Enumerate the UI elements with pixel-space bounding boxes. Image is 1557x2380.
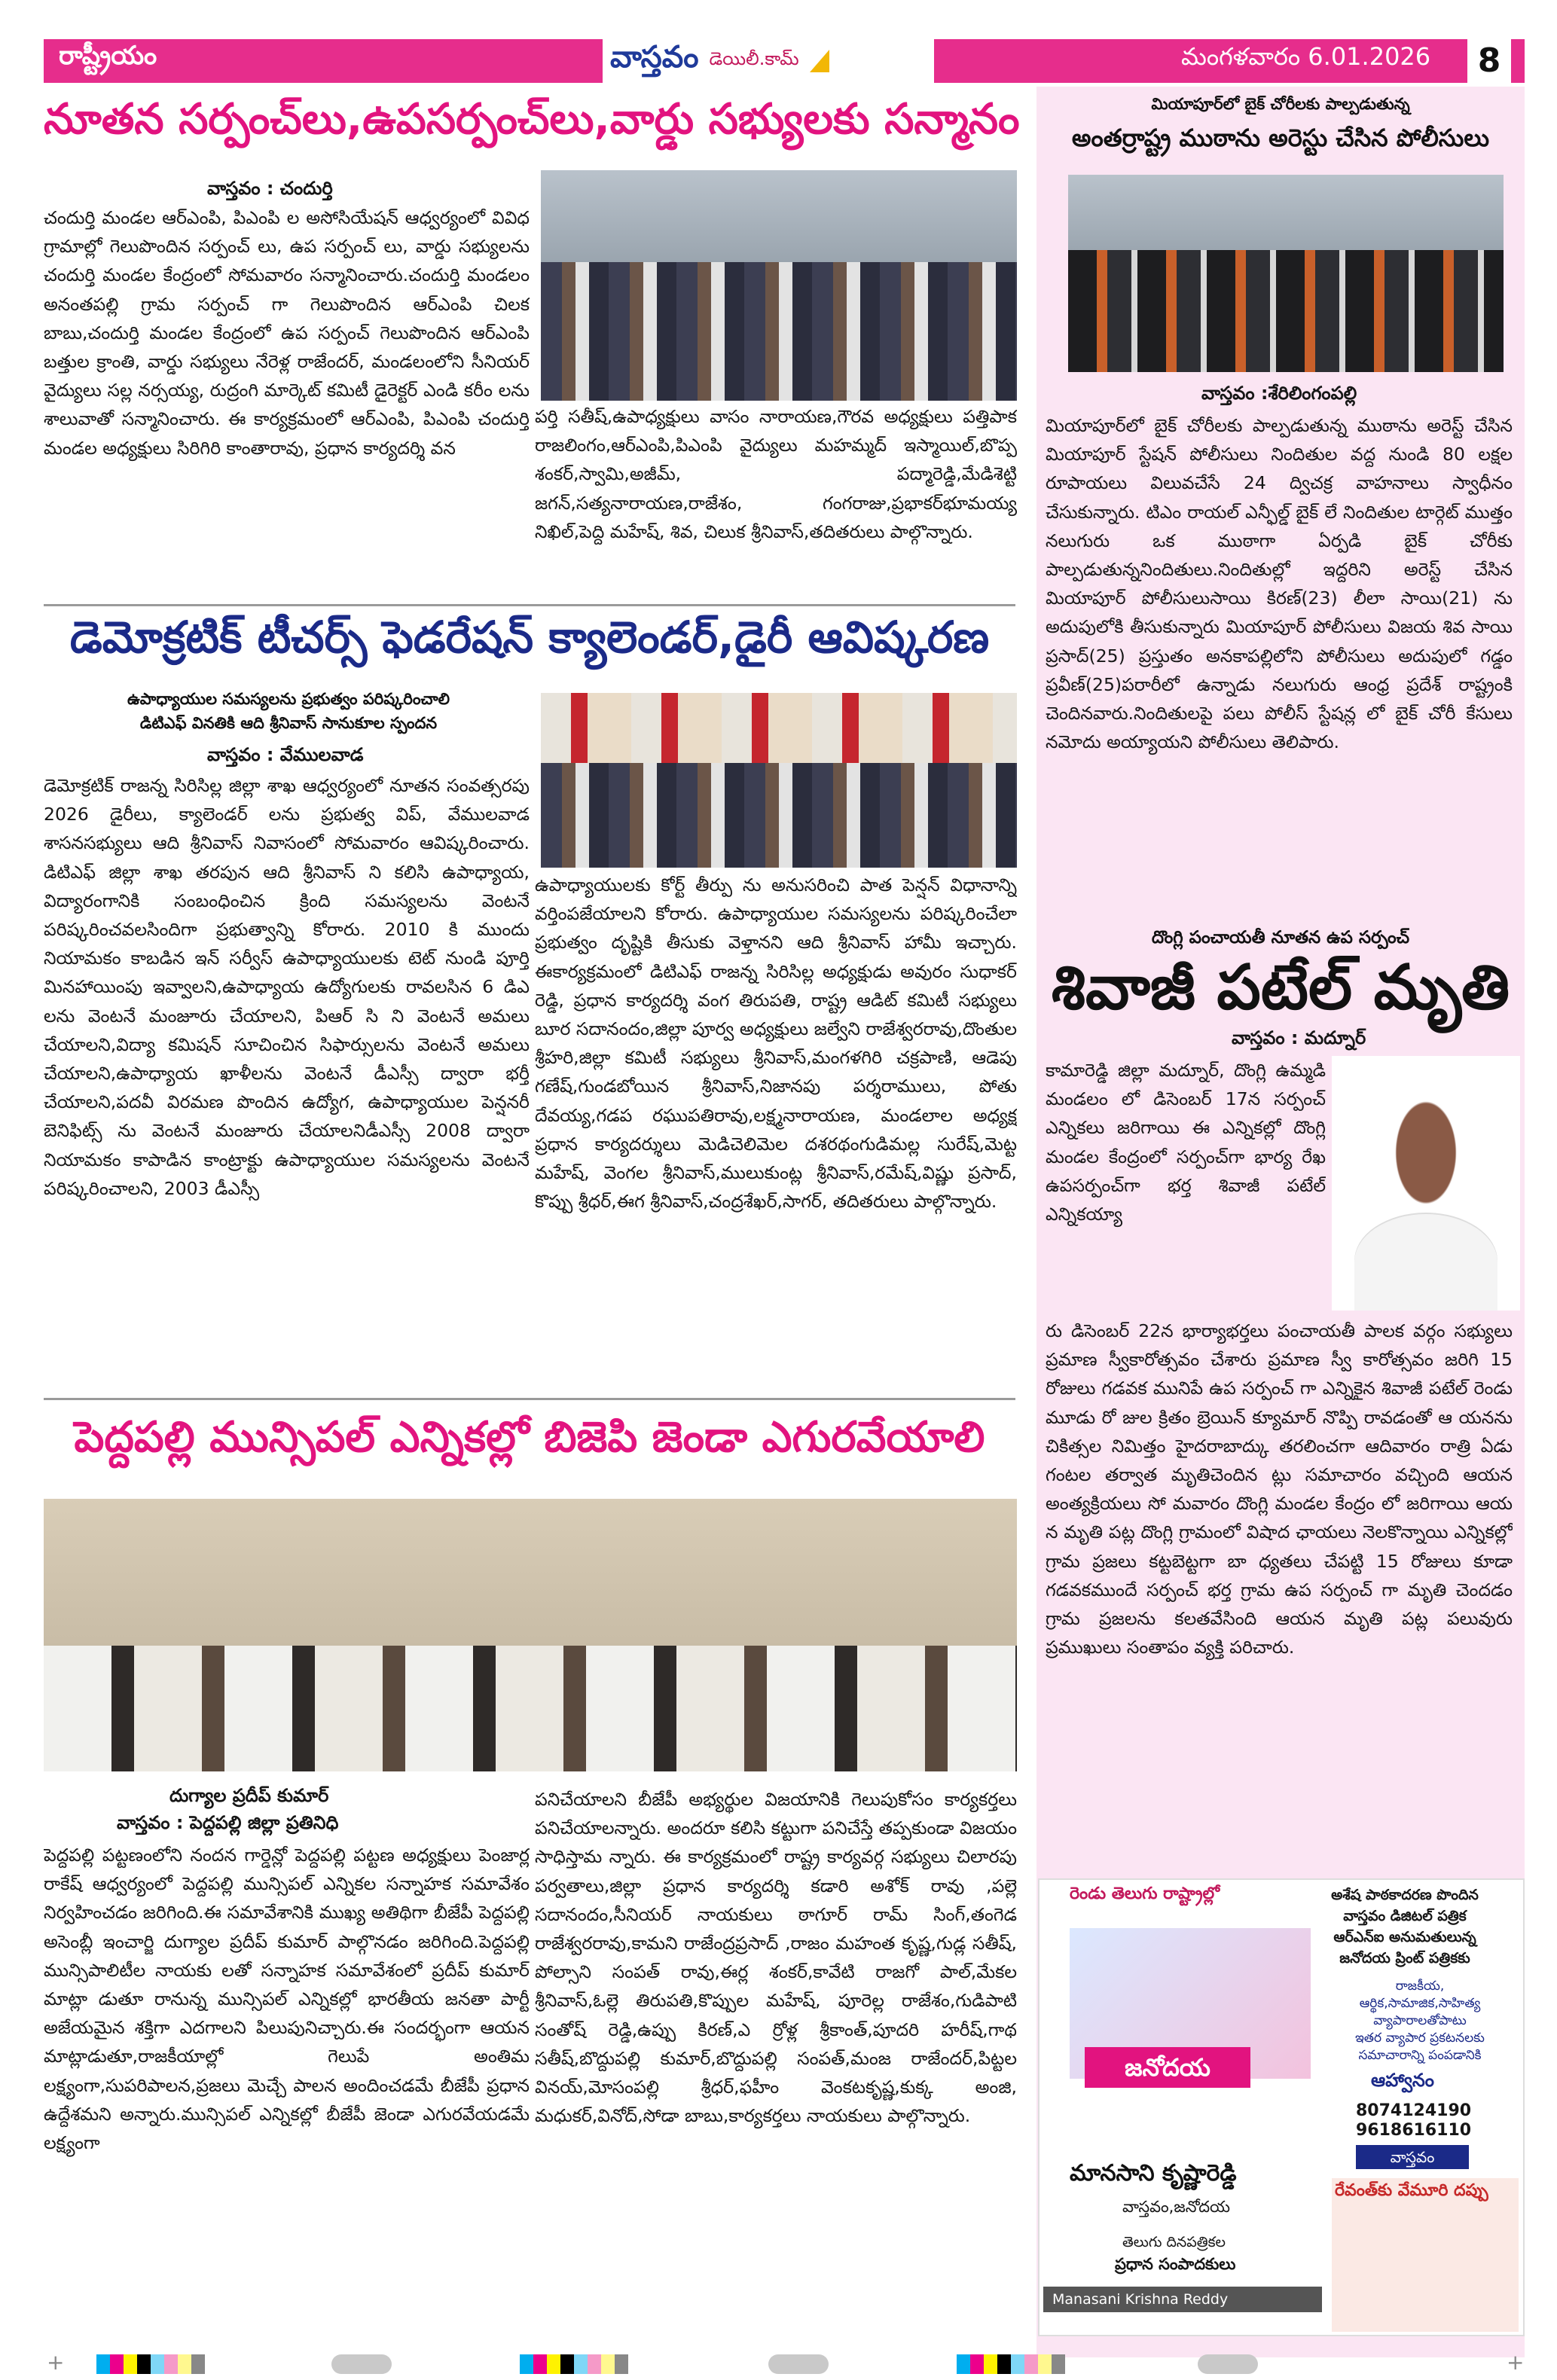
side2-headline: శివాజీ పటేల్ మృతి [1051, 952, 1510, 1024]
ad-promo-title: రేవంత్‌కు వేమూరి దప్పు [1335, 2181, 1488, 2200]
article2-col2: ఉపాధ్యాయులకు కోర్ట్ తీర్పు ను అనుసరించి పాత పెన్షన్ విధానాన్ని వర్తింపజేయాలని కోరారు. ఉపాధ్యాయుల సమస్యలను పరిష్కరించేలా ప్రభుత్వం దృష్టికి తీసుకు వెళ్తానని ఆది శ్రీనివాస్ హామీ ఇచ్చారు. ఈకార్యక్రమంలో డిటిఎఫ్ రాజన్న సిరిసిల్ల అధ్యక్షుడు అవురం సుధాకర్ రెడ్డి, ప్రధాన కార్యదర్శి వంగ తిరుపతి, రాష్ట్ర ఆడిట్ కమిటీ సభ్యులు బూర సదానందం,జిల్లా పూర్వ అధ్యక్షులు జల్వేని రాజేశ్వరరావు,దొంతుల శ్రీహరి,జిల్లా కమిటీ సభ్యులు శ్రీనివాస్,మంగళగిరి చక్రపాణి, ఆడెపు గణేష్,గుండబోయిన శ్రీనివాస్,నిజానపు పర్శరాములు, పోతు దేవయ్య,గడప రఘుపతిరావు,లక్ష్మనారాయణ, మండలాల అధ్యక్ష ప్రధాన కార్యదర్శులు మెడిచెలిమెల దశరథంగుడిమల్ల సురేష్,మెట్ట మహేష్, వెంగల శ్రీనివాస్,ములుకుంట్ల శ్రీనివాస్,రమేష్,విష్ణు ప్రసాద్, కొప్పు శ్రీధర్,ఈగ శ్రీనివాస్,చంద్రశేఖర్,సాగర్, తదితరులు పాల్గొన్నారు. [535, 874, 1017, 1213]
issue-date: మంగళవారం 6.01.2026 [1181, 42, 1431, 71]
divider [44, 1398, 1015, 1400]
side1-body: మియాపూర్‌లో బైక్ చోరీలకు పాల్పడుతున్న ముఠాను అరెస్ట్ చేసిన మియాపూర్ స్టేషన్ పోలీసులు నిందితుల వద్ద నుండి 80 లక్షల రూపాయలు విలువచేసే 24 ద్విచక్ర వాహనాలు స్వాధీనం చేసుకున్నారు. టిఎం రాయల్ ఎన్ఫీల్డ్ బైక్ లే నిందితుల టార్గెట్ ముత్తం నలుగురు ఒక ముఠాగా ఏర్పడి బైక్ చోరీకు పాల్పడుతున్ననిందితులు.నిందితుల్లో ఇద్దరిని అరెస్ట్ చేసిన మియాపూర్ పోలీసులుసాయి కిరణ్(23) లీలా సాయి(21) ను అదుపులోకి తీసుకున్నారు మియాపూర్ పోలీసులు విజయ శివ సాయి ప్రసాద్(25) ప్రస్తుతం అనకాపల్లిలోని పోలీసులు అదుపులో గడ్డం ప్రవీణ్(25)పరారీలో ఉన్నాడు నలుగురు ఆంధ్ర ప్రదేశ్ రాష్ట్రంకి చెందినవారు.నిందితులపై పలు పోలీస్ స్టేషన్ల లో బైక్ చోరీ కేసులు నమోదు అయ్యాయని పోలీసులు తెలిపారు. [1046, 415, 1513, 753]
article3-col2: పనిచేయాలని బీజేపీ అభ్యర్థుల విజయానికి గెలుపుకోసం కార్యకర్తలు పనిచేయాలన్నారు. అందరూ కలిసి కట్టుగా పనిచేస్తే తప్పకుండా విజయం సాధిస్తామ న్నారు. ఈ కార్యక్రమంలో రాష్ట్ర కార్యవర్గ సభ్యులు చిలారపు పర్వతాలు,జిల్లా ప్రధాన కార్యదర్శి కడారి అశోక్ రావు ,పల్లె సదానందం,సీనియర్ నాయకులు ఠాగూర్ రామ్ సింగ్,తంగెడ రాజేశ్వరరావు,కామని రాజేంద్రప్రసాద్ ,రాజం మహంత కృష్ణ,గుడ్ల సతీష్, పోల్సాని సంపత్ రావు,ఈర్ల శంకర్,కావేటి రాజగో పాల్,మేకల శ్రీనివాస్,ఓల్లె తిరుపతి,కొప్పుల మహేష్, పూరెల్ల రాజేశం,గుడిపాటి సంతోష్ రెడ్డి,ఉప్పు కిరణ్,ఎ ర్రోళ్ల శ్రీకాంత్,పూదరి హరీష్,గాథ సతీష్,బొద్దుపల్లి కుమార్,బొద్దుపల్లి సంపత్,మంజ రాజేందర్,పిట్టల వినయ్,మోసంపల్లి శ్రీధర్,ఫహీం వెంకటకృష్ణ,కుక్క అంజి, మధుకర్,వినోద్,సోడా బాబు,కార్యకర్తలు నాయకులు పాల్గొన్నారు. [535, 1789, 1017, 2127]
side2-kicker: దొంగ్లి పంచాయతీ నూతన ఉప సర్పంచ్ [1151, 928, 1410, 947]
article3-kicker: దుగ్యాల ప్రదీప్ కుమార్ [169, 1785, 329, 1806]
masthead-subtitle: డెయిలీ.కామ్ [709, 48, 799, 69]
registration-oval [768, 2354, 829, 2374]
article1-col1: చందుర్తి మండల ఆర్ఎంపి, పిఎంపి ల అసోసియేషన్ ఆధ్వర్యంలో వివిధ గ్రామాల్లో గెలుపొందిన సర్పంచ్ లు, ఉప సర్పంచ్ లు, వార్డు సభ్యులను చందుర్తి మండల కేంద్రంలో సోమవారం సన్మానించారు.చందుర్తి మండలం అనంతపల్లి గ్రామ సర్పంచ్ గా గెలుపొందిన ఆర్ఎంపి చిలక బాబు,చందుర్తి మండల కేంద్రంలో ఉప సర్పంచ్ గెలుపొందిన ఆర్ఎంపి బత్తుల క్రాంతి, వార్డు సభ్యులు నేరెళ్ల రాజేందర్, మండలంలోని సీనియర్ వైద్యులు సల్ల నర్సయ్య, రుద్రంగి మార్కెట్ కమిటీ డైరెక్టర్ ఎండి కరీం లను శాలువాతో సన్మానించారు. ఈ కార్యక్రమంలో ఆర్ఎంపి, పిఎంపి చందుర్తి మండల అధ్యక్షులు సిరిగిరి కాంతారావు, ప్రధాన కార్యదర్శి వన [44, 207, 530, 459]
article1-headline: నూతన సర్పంచ్‌లు,ఉపసర్పంచ్‌లు,వార్డు సభ్యులకు సన్మానం [44, 95, 1020, 144]
ad-contact-label: ఆహ్వానం [1371, 2070, 1434, 2091]
page-number: 8 [1467, 39, 1511, 83]
article3-dateline: వాస్తవం : పెద్దపల్లి జిల్లా ప్రతినిధి [117, 1812, 339, 1833]
registration-mark-icon: + [1507, 2350, 1525, 2375]
side2-body: రు డిసెంబర్ 22న భార్యాభర్తలు పంచాయతీ పాలక వర్గం సభ్యులు ప్రమాణ స్వీకారోత్సవం చేశారు ప్రమాణ స్వీ కారోత్సవం జరిగి 15 రోజులు గడవక మునిపే ఉప సర్పంచ్ గా ఎన్నికైన శివాజీ పటేల్ రెండు మూడు రో జుల క్రితం బ్రెయిన్ క్యూమార్ నొప్పి రావడంతో ఆ యనను చికిత్సల నిమిత్తం హైదరాబాద్కు తరలించగా ఆదివారం రాత్రి ఏడు గంటల తర్వాత మృతిచెందిన ట్లు సమాచారం వచ్చింది ఆయన అంత్యక్రియలు సో మవారం దొంగ్లి మండల కేంద్రం లో జరిగాయి ఆయ న మృతి పట్ల దొంగ్లి గ్రామంలో విషాద ఛాయలు నెలకొన్నాయి ఎన్నికల్లో గ్రామ ప్రజలు కట్టబెట్టగా బా ధ్యతలు చేపట్టి 15 రోజులు కూడా గడవకముందే సర్పంచ్ భర్త గ్రామ ఉప సర్పంచ్ గా మృతి చెందడం గ్రామ ప్రజలను కలతవేసింది ఆయన మృతి పట్ల పలువురు ప్రముఖులు సంతాపం వ్యక్తి పరిచారు. [1046, 1320, 1513, 1658]
registration-oval [331, 2354, 392, 2374]
ad-lines: అశేష పాఠకాదరణ పొందిన వాస్తవం డిజిటల్ పత్రిక ఆర్ఎన్ఐ అనుమతులున్న జనోదయ ప్రింట్ పత్రికకు [1331, 1887, 1479, 1967]
ad-editor-name: మానసాని కృష్ణారెడ్డి [1070, 2160, 1237, 2186]
article1-dateline: వాస్తవం : చందుర్తి [207, 178, 333, 199]
side1-headline: అంతర్రాష్ట్ర ముఠాను అరెస్టు చేసిన పోలీసులు [1071, 124, 1490, 152]
registration-mark-icon: + [47, 2350, 65, 2375]
article2-kicker2: డిటిఎఫ్ వినతికి ఆది శ్రీనివాస్ సానుకూల స్పందన [139, 714, 438, 732]
ad-phone-1[interactable]: 8074124190 [1356, 2101, 1472, 2120]
ad-tag: రెండు తెలుగు రాష్ట్రాల్లో [1070, 1884, 1220, 1903]
side1-kicker: మియాపూర్‌లో బైక్ చోరీలకు పాల్పడుతున్న [1151, 95, 1410, 113]
ad-editor-role: వాస్తవం,జనోదయ [1122, 2198, 1231, 2216]
side2-dateline: వాస్తవం : మద్నూర్ [1232, 1027, 1366, 1048]
ad-editor-desc1: తెలుగు దినపత్రికల [1122, 2234, 1226, 2250]
color-bar [957, 2354, 1065, 2374]
article2-photo [541, 693, 1017, 868]
side2-portrait [1332, 1056, 1520, 1311]
article3-headline: పెద్దపల్లి మున్సిపల్ ఎన్నికల్లో బిజెపి జెండా ఎగురవేయాలి [74, 1413, 985, 1462]
masthead-title: వాస్తవం [610, 40, 699, 75]
article2-dateline: వాస్తవం : వేములవాడ [207, 744, 364, 765]
ad-brand: వాస్తవం [1356, 2145, 1469, 2169]
article1-col2: పర్తి సతీష్,ఉపాధ్యక్షులు వాసం నారాయణ,గౌరవ అధ్యక్షులు పత్తిపాక రాజలింగం,ఆర్ఎంపి,పిఎంపి వైద్యులు మహమ్మద్ ఇస్మాయిల్,బొప్ప శంకర్,స్వామి,అజీమ్, పద్మారెడ్డి,మేడిశెట్టి జగన్,సత్యనారాయణ,రాజేశం, గంగరాజు,ప్రభాకర్‌భూమయ్య నిఖిల్,పెద్ది మహేష్, శివ, చిలుక శ్రీనివాస్,తదితరులు పాల్గొన్నారు. [535, 406, 1017, 542]
ad-editor-en: Manasani Krishna Reddy [1043, 2287, 1322, 2312]
side1-photo [1068, 175, 1504, 372]
color-bar [96, 2354, 205, 2374]
section-label: రాష్ట్రీయం [59, 41, 157, 71]
side2-body-wrap: కామారెడ్డి జిల్లా మద్నూర్, దొంగ్లి ఉమ్మడి మండలం లో డిసెంబర్ 17న సర్పంచ్ ఎన్నికలు జరిగాయి ఈ ఎన్నికల్లో దొంగ్లి మండల కేంద్రంలో సర్పంచ్‌గా భార్య రేఖ ఉపసర్పంచ్‌గా భర్త శివాజీ పటేల్ ఎన్నికయ్యా [1046, 1060, 1326, 1225]
side1-dateline: వాస్తవం :శేరిలింగంపల్లి [1201, 383, 1357, 404]
masthead[interactable] [603, 39, 934, 83]
divider [44, 604, 1015, 606]
ad-topics: రాజకీయ, ఆర్థిక,సామాజిక,సాహిత్య వ్యాపారాలతోపాటు ఇతర వ్యాపార ప్రకటనలకు సమాచారాన్ని పంపడానికి [1355, 1979, 1485, 2063]
article1-photo [541, 170, 1017, 401]
article3-photo [44, 1499, 1017, 1771]
article2-col1: డెమోక్రటిక్ రాజన్న సిరిసిల్ల జిల్లా శాఖ ఆధ్వర్యంలో నూతన సంవత్సరపు 2026 డైరీలు, క్యాలెండర్ లను ప్రభుత్వ విప్, వేములవాడ శాసనసభ్యులు ఆది శ్రీనివాస్ నివాసంలో సోమవారం ఆవిష్కరించారు. డిటిఎఫ్ జిల్లా శాఖ తరపున ఆది శ్రీనివాస్ ని కలిసి ఉపాధ్యాయ, విద్యారంగానికి సంబంధించిన క్రింది సమస్యలను వెంటనే పరిష్కరించవలసిందిగా ప్రభుత్వాన్ని కోరారు. 2010 కి ముందు నియామకం కాబడిన ఇన్ సర్వీస్ ఉపాధ్యాయులకు టెట్ నుండి పూర్తి మినహాయింపు ఇవ్వాలని,ఉపాధ్యాయ ఉద్యోగులకు రావలసిన 6 డిఎ లను వెంటనే మంజూరు చేయాలని, పిఆర్ సి ని వెంటనే అమలు చేయాలని,విద్యా కమిషన్ సూచించిన సిఫార్సులను వెంటనే అమలు చేయాలని,ఉపాధ్యాయ ఖాళీలను వెంటనే డీఎస్సీ ద్వారా భర్తీ చేయాలని,పదవీ విరమణ పొందిన ఉద్యోగ, ఉపాధ్యాయుల పెన్షనరీ బెనిఫిట్స్ ను వెంటనే మంజూరు చేయాలనిడీఎస్సీ 2008 ద్వారా నియామకం కాపాడిన కాంట్రాక్టు ఉపాధ్యాయుల సమస్యలను వెంటనే పరిష్కరించాలని, 2003 డీఎస్సీ [44, 775, 530, 1199]
article2-kicker1: ఉపాధ్యాయుల సమస్యలను ప్రభుత్వం పరిష్కరించాలి [127, 690, 450, 708]
registration-oval [1198, 2354, 1258, 2374]
ad-editor-desc2: ప్రధాన సంపాదకులు [1115, 2255, 1236, 2273]
ad-phone-2[interactable]: 9618616110 [1356, 2121, 1472, 2140]
ad-logo: జనోదయ [1085, 2047, 1250, 2088]
bird-logo-icon [810, 50, 829, 72]
article2-headline: డెమోక్రటిక్ టీచర్స్ ఫెడరేషన్ క్యాలెండర్,డైరీ ఆవిష్కరణ [69, 612, 990, 663]
color-bar [520, 2354, 628, 2374]
article3-col1: పెద్దపల్లి పట్టణంలోని నందన గార్డెన్లో పెద్దపల్లి పట్టణ అధ్యక్షులు పెంజార్ల రాకేష్ ఆధ్వర్యంలో పెద్దపల్లి మున్సిపల్ ఎన్నికల సన్నాహక సమావేశం నిర్వహించడం జరిగింది.ఈ సమావేశానికి ముఖ్య అతిథిగా బీజేపీ పెద్దపల్లి అసెంబ్లీ ఇంచార్జి దుగ్యాల ప్రదీప్ కుమార్ పాల్గొనడం జరిగింది.పెద్దపల్లి మున్సిపాలిటీల నాయకు లతో సన్నాహక సమావేశంలో ప్రదీప్ కుమార్ మాట్లా డుతూ రానున్న మున్సిపల్ ఎన్నికల్లో భారతీయ జనతా పార్టీ అజేయమైన శక్తిగా ఎదగాలని పిలుపునిచ్చారు.ఈ సందర్భంగా ఆయన మాట్లాడుతూ,రాజకీయాల్లో గెలుపే అంతిమ లక్ష్యంగా,సుపరిపాలన,ప్రజలు మెచ్చే పాలన అందించడమే బీజేపీ ప్రధాన ఉద్దేశమని అన్నారు.మున్సిపల్ ఎన్నికల్లో బీజేపీ జెండా ఎగురవేయడమే లక్ష్యంగా [44, 1844, 530, 2154]
